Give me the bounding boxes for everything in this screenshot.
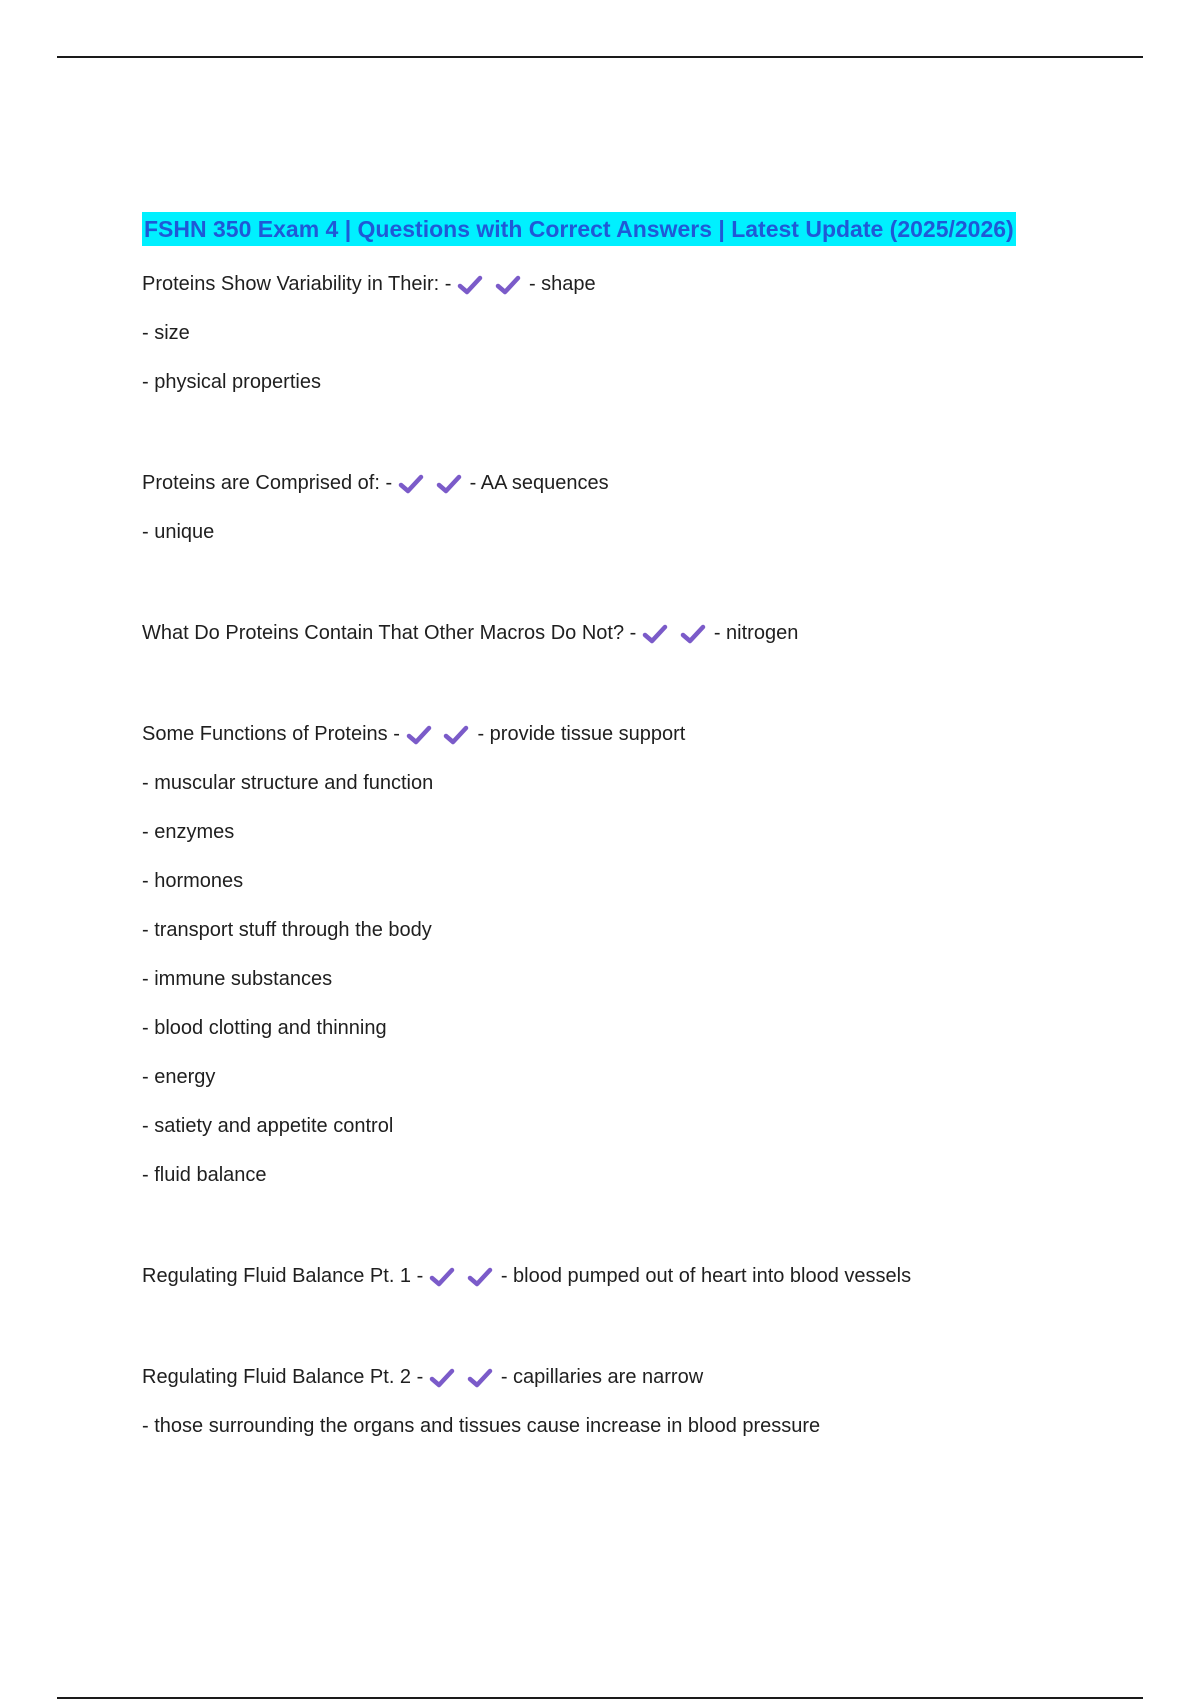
qa-item (142, 1252, 1132, 1301)
question-text: What Do Proteins Contain That Other Macros Do Not? - (142, 622, 637, 644)
qa-item (142, 1353, 1132, 1451)
checkmark-icon (457, 274, 483, 296)
answer-text: - capillaries are narrow (500, 1366, 704, 1388)
answer-line: - physical properties (142, 371, 321, 393)
checkmark-icon (443, 724, 469, 746)
answer-line: - transport stuff through the body (142, 919, 432, 941)
document-title: FSHN 350 Exam 4 | Questions with Correct Answers | Latest Update (2025/2026) (142, 212, 1016, 246)
checkmark-icon (495, 274, 521, 296)
question-line (142, 1353, 1132, 1402)
question-line (142, 609, 1132, 658)
answer-marker (398, 459, 468, 508)
document-body (142, 212, 1132, 1503)
answer-line: - unique (142, 521, 215, 543)
answer-text: - shape (528, 273, 596, 295)
question-text: Regulating Fluid Balance Pt. 1 - (142, 1265, 424, 1287)
checkmark-icon (429, 1367, 455, 1389)
qa-list (142, 260, 1132, 1451)
qa-item (142, 710, 1132, 1200)
qa-item (142, 609, 1132, 658)
answer-text: - provide tissue support (477, 723, 686, 745)
question-text: Some Functions of Proteins - (142, 723, 400, 745)
question-line (142, 260, 1132, 309)
top-rule (57, 56, 1143, 58)
answer-line: - hormones (142, 870, 244, 892)
answer-line: - those surrounding the organs and tissues cause increase in blood pressure (142, 1415, 821, 1437)
checkmark-icon (406, 724, 432, 746)
checkmark-icon (436, 473, 462, 495)
answer-line: - satiety and appetite control (142, 1115, 394, 1137)
answer-line: - immune substances (142, 968, 333, 990)
question-line (142, 710, 1132, 759)
checkmark-icon (398, 473, 424, 495)
checkmark-icon (680, 623, 706, 645)
bottom-rule (57, 1697, 1143, 1699)
answer-marker (642, 609, 712, 658)
answer-marker (406, 710, 476, 759)
qa-item (142, 459, 1132, 557)
answer-marker (429, 1252, 499, 1301)
answer-line: - energy (142, 1066, 216, 1088)
question-text: Regulating Fluid Balance Pt. 2 - (142, 1366, 424, 1388)
question-line (142, 1252, 1132, 1301)
answer-line: - enzymes (142, 821, 235, 843)
question-text: Proteins Show Variability in Their: - (142, 273, 452, 295)
question-text: Proteins are Comprised of: - (142, 472, 393, 494)
answer-text: - blood pumped out of heart into blood vessels (500, 1265, 912, 1287)
answer-text: - nitrogen (713, 622, 799, 644)
answer-line: - blood clotting and thinning (142, 1017, 387, 1039)
answer-line: - muscular structure and function (142, 772, 434, 794)
checkmark-icon (467, 1266, 493, 1288)
answer-marker (457, 260, 527, 309)
checkmark-icon (467, 1367, 493, 1389)
answer-line: - size (142, 322, 190, 344)
checkmark-icon (429, 1266, 455, 1288)
qa-item (142, 260, 1132, 407)
answer-line: - fluid balance (142, 1164, 267, 1186)
checkmark-icon (642, 623, 668, 645)
question-line (142, 459, 1132, 508)
answer-marker (429, 1353, 499, 1402)
answer-text: - AA sequences (469, 472, 609, 494)
